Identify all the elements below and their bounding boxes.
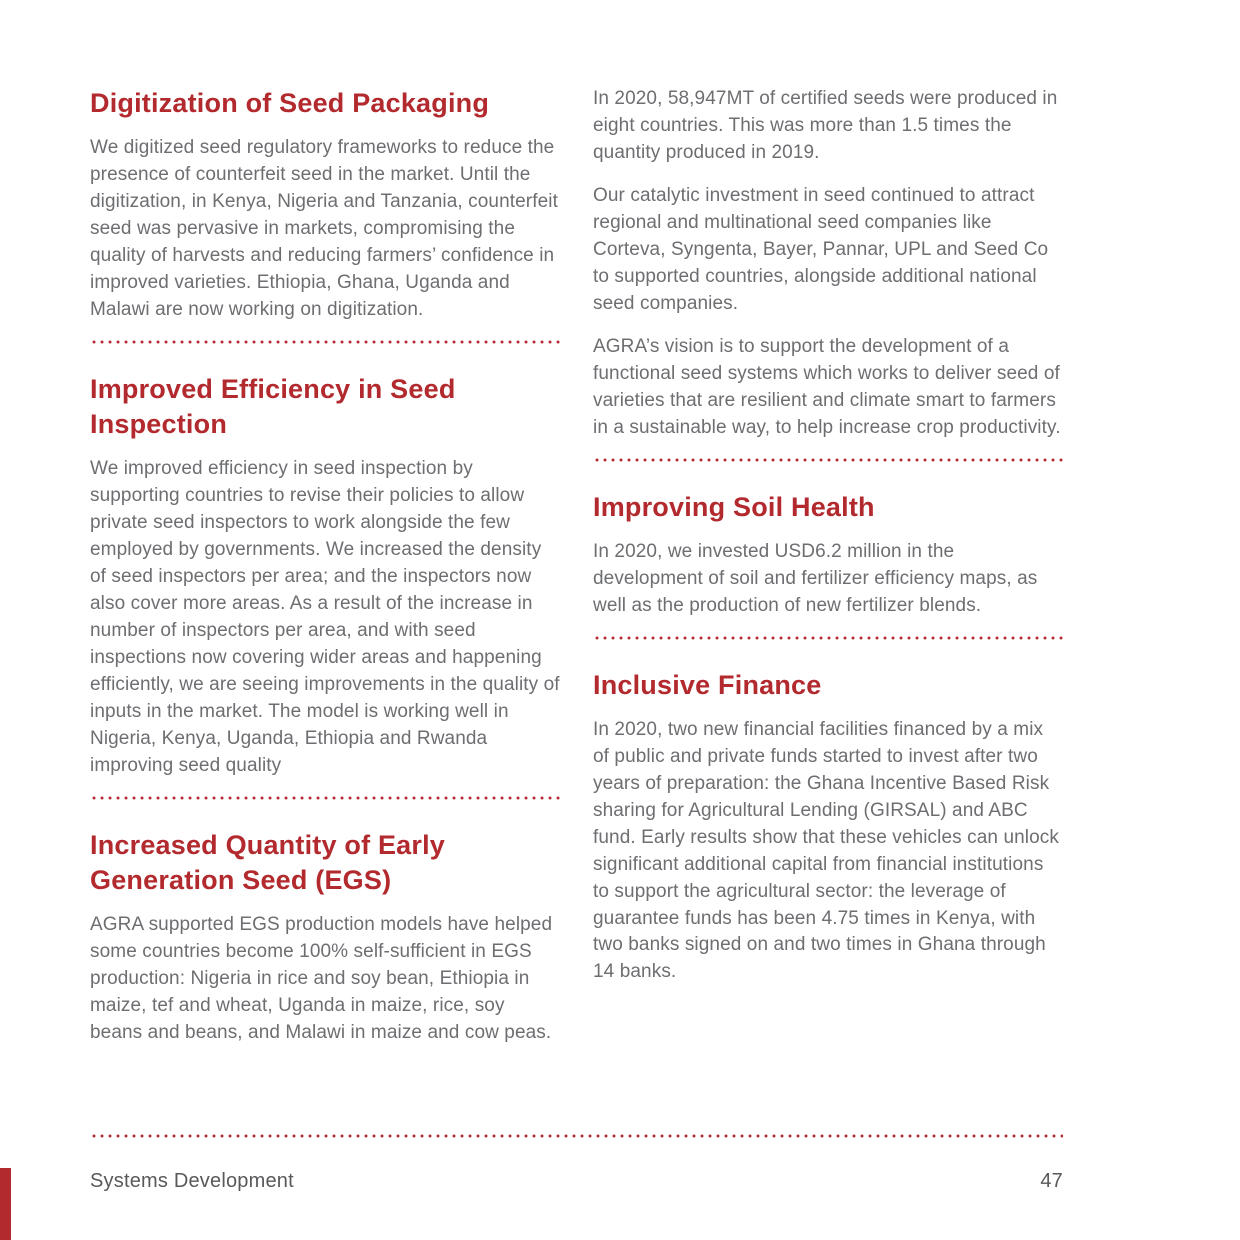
- paragraph: We improved efficiency in seed inspection by supporting countries to revise their policies to allow private seed inspectors to work alongside the few employed by governments. We increased the density of seed inspectors per area; and the inspectors now also cover more areas. As a result of the increase in number of inspectors per area, and with seed inspections now covering wider areas and happening efficiently, we are seeing improvements in the quality of inputs in the market. The model is working well in Nigeria, Kenya, Uganda, Ethiopia and Rwanda improving seed quality: [90, 458, 560, 776]
- paragraph: In 2020, we invested USD6.2 million in the development of soil and fertilizer efficiency maps, as well as the production of new fertilizer blends.: [593, 540, 1038, 616]
- footer-section-label: Systems Development: [90, 1170, 294, 1192]
- footer-dotted-separator: [90, 1134, 1063, 1138]
- page-content: [90, 86, 1063, 1063]
- dotted-separator: [90, 340, 560, 344]
- dotted-separator: [90, 796, 560, 800]
- section-heading: Improving Soil Health: [593, 491, 875, 522]
- footer-page-number: 47: [1040, 1170, 1063, 1192]
- paragraph: AGRA supported EGS production models have helped some countries become 100% self-sufficient in EGS production: Nigeria in rice and soy bean, Ethiopia in maize, tef and wheat, Uganda in maize, rice, soy beans and beans, and Malawi in maize and cow peas.: [90, 913, 553, 1043]
- paragraph: In 2020, two new financial facilities financed by a mix of public and private funds started to invest after two years of preparation: the Ghana Incentive Based Risk sharing for Agricultural Lending (GIRSAL) and ABC fund. Early results show that these vehicles can unlock significant additional capital from financial institutions to support the agricultural sector: the leverage of guarantee funds has been 4.75 times in Kenya, with two banks signed on and two times in Ghana through 14 banks.: [593, 718, 1059, 983]
- paragraph: We digitized seed regulatory frameworks to reduce the presence of counterfeit seed in the market. Until the digitization, in Kenya, Nigeria and Tanzania, counterfeit seed was pervasive in markets, compromising the quality of harvests and reducing farmers’ confidence in improved varieties. Ethiopia, Ghana, Uganda and Malawi are now working on digitization.: [90, 137, 558, 320]
- paragraph: In 2020, 58,947MT of certified seeds were produced in eight countries. This was more than 1.5 times the quantity produced in 2019.: [593, 88, 1058, 163]
- section-increased-quantity-egs: [90, 828, 560, 1047]
- dotted-separator: [593, 458, 1063, 462]
- section-heading: Inclusive Finance: [593, 669, 822, 700]
- section-seed-production-continued: [593, 86, 1063, 462]
- paragraph: AGRA’s vision is to support the development of a functional seed systems which works to deliver seed of varieties that are resilient and climate smart to farmers in a sustainable way, to help increase crop productivity.: [593, 335, 1061, 438]
- page-footer: [90, 1170, 1063, 1193]
- section-digitization-of-seed-packaging: [90, 86, 560, 344]
- section-heading: Digitization of Seed Packaging: [90, 88, 490, 118]
- section-heading: Increased Quantity of Early Generation Seed (EGS): [90, 829, 446, 895]
- right-column: [593, 86, 1063, 1063]
- red-corner-bar: [0, 1168, 11, 1240]
- left-column: [90, 86, 560, 1063]
- paragraph: Our catalytic investment in seed continued to attract regional and multinational seed companies like Corteva, Syngenta, Bayer, Pannar, UPL and Seed Co to supported countries, alongside additional national seed companies.: [593, 184, 1049, 314]
- section-improved-efficiency-seed-inspection: [90, 372, 560, 800]
- section-improving-soil-health: [593, 490, 1063, 640]
- section-heading: Improved Efficiency in Seed Inspection: [90, 373, 456, 439]
- section-inclusive-finance: [593, 668, 1063, 987]
- dotted-separator: [593, 636, 1063, 640]
